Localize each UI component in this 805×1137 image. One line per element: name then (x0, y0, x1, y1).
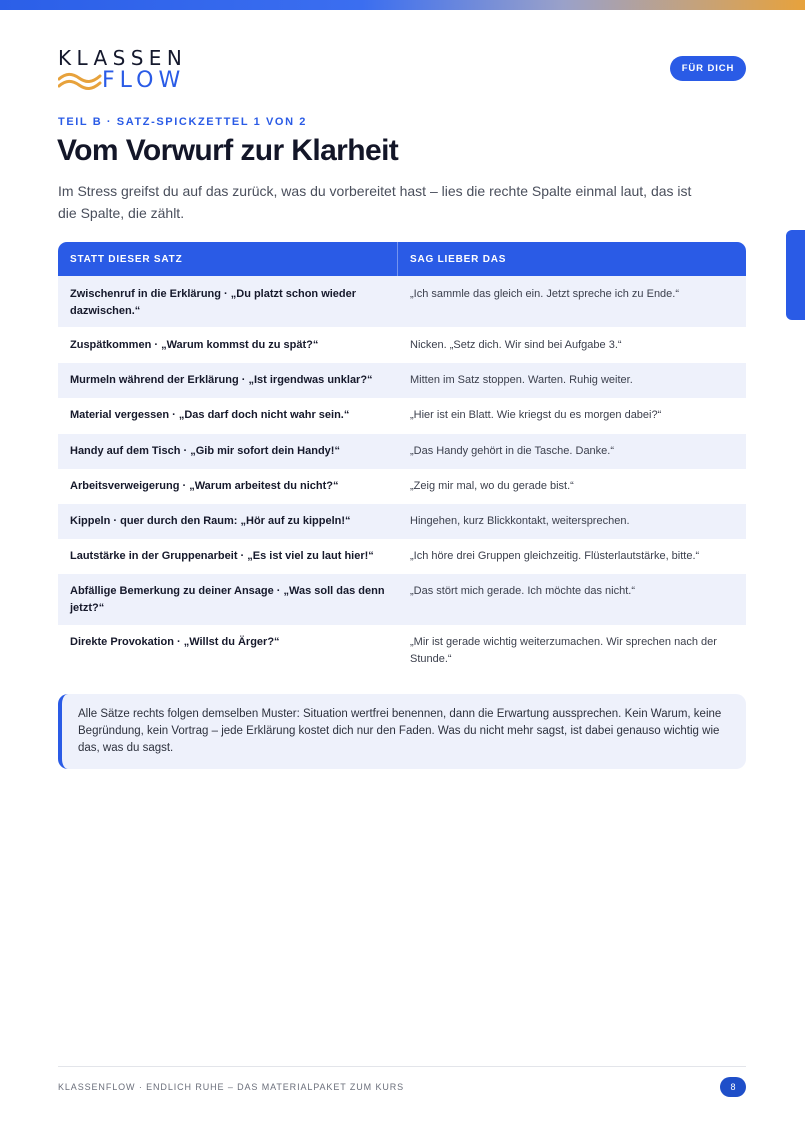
response-cell: Hingehen, kurz Blickkontakt, weitersprechen. (410, 515, 630, 527)
table-row (58, 327, 746, 363)
situation-cell: Direkte Provokation · „Willst du Ärger?“ (70, 636, 280, 648)
table-row (58, 434, 746, 469)
response-cell: „Das stört mich gerade. Ich möchte das nicht.“ (410, 585, 635, 597)
situation-cell: Lautstärke in der Gruppenarbeit · „Es ist viel zu laut hier!“ (70, 550, 374, 562)
footer-text: KLASSENFLOW · ENDLICH RUHE – DAS MATERIALPAKET ZUM KURS (58, 1082, 405, 1092)
table-row (58, 625, 746, 675)
situation-cell: Zuspätkommen · „Warum kommst du zu spät?“ (70, 339, 319, 351)
response-cell: „Mir ist gerade wichtig weiterzumachen. Wir sprechen nach der Stunde.“ (410, 636, 717, 665)
logo-wordmark-bottom: FLOW (102, 68, 186, 93)
phrase-table (58, 242, 746, 675)
column-header-say-instead: SAG LIEBER DAS (410, 253, 507, 265)
response-cell: Mitten im Satz stoppen. Warten. Ruhig weiter. (410, 374, 633, 386)
table-row (58, 504, 746, 539)
response-cell: „Das Handy gehört in die Tasche. Danke.“ (410, 445, 615, 457)
page-number-badge: 8 (720, 1077, 746, 1097)
situation-cell: Murmeln während der Erklärung · „Ist irgendwas unklar?“ (70, 374, 373, 386)
situation-cell: Abfällige Bemerkung zu deiner Ansage · „Was soll das denn jetzt?“ (70, 585, 385, 614)
response-cell: „Zeig mir mal, wo du gerade bist.“ (410, 480, 574, 492)
situation-cell: Material vergessen · „Das darf doch nicht wahr sein.“ (70, 409, 350, 421)
response-cell: „Ich höre drei Gruppen gleichzeitig. Flüsterlautstärke, bitte.“ (410, 550, 700, 562)
info-callout: Alle Sätze rechts folgen demselben Muster: Situation wertfrei benennen, dann die Erwartung aussprechen. Kein Warum, keine Begründung, kein Vortrag – jede Erklärung kostet dich nur den Faden. Was du nicht mehr sagst, ist dabei genauso wichtig wie das, was du sagst. (58, 694, 746, 769)
situation-cell: Zwischenruf in die Erklärung · „Du platzt schon wieder dazwischen.“ (70, 288, 357, 317)
wave-icon (58, 72, 102, 92)
table-row (58, 363, 746, 398)
situation-cell: Arbeitsverweigerung · „Warum arbeitest du nicht?“ (70, 480, 339, 492)
table-row (58, 539, 746, 574)
response-cell: „Hier ist ein Blatt. Wie kriegst du es morgen dabei?“ (410, 409, 662, 421)
table-body (58, 276, 746, 675)
response-cell: Nicken. „Setz dich. Wir sind bei Aufgabe 3.“ (410, 339, 622, 351)
intro-text: Im Stress greifst du auf das zurück, was du vorbereitet hast – lies die rechte Spalte einmal laut, das ist die Spalte, die zählt. (58, 183, 692, 221)
table-row (58, 574, 746, 625)
column-header-instead: STATT DIESER SATZ (58, 242, 398, 276)
situation-cell: Handy auf dem Tisch · „Gib mir sofort dein Handy!“ (70, 445, 340, 457)
situation-cell: Kippeln · quer durch den Raum: „Hör auf zu kippeln!“ (70, 515, 351, 527)
logo-wordmark-top: KLASSEN (58, 46, 188, 70)
table-row (58, 276, 746, 327)
top-gradient-bar (0, 0, 805, 10)
table-row (58, 398, 746, 434)
logo (58, 47, 188, 95)
response-cell: „Ich sammle das gleich ein. Jetzt spreche ich zu Ende.“ (410, 288, 680, 300)
table-row (58, 469, 746, 504)
table-header (58, 242, 746, 276)
page-title: Vom Vorwurf zur Klarheit (57, 134, 399, 167)
side-tab-marker (786, 230, 805, 320)
audience-badge: FÜR DICH (670, 56, 746, 81)
section-eyebrow: TEIL B · SATZ-SPICKZETTEL 1 VON 2 (58, 116, 307, 128)
footer-divider (58, 1066, 746, 1067)
